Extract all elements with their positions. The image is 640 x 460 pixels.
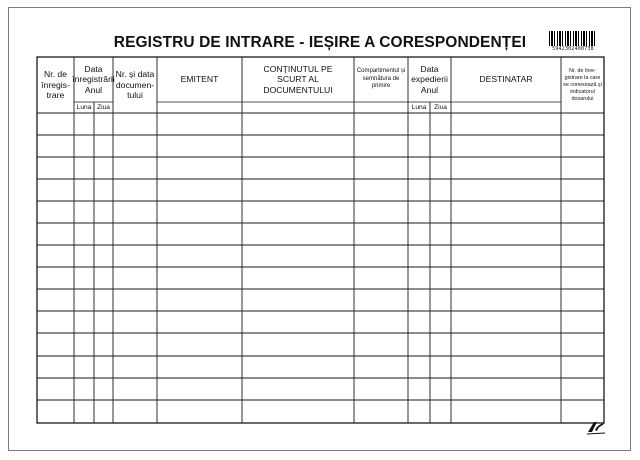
publisher-logo-icon bbox=[585, 418, 607, 436]
subheader-ziua-2: Ziua bbox=[434, 104, 447, 111]
subheader-luna-2: Luna bbox=[411, 104, 427, 111]
barcode-number: 5942302400738 bbox=[552, 46, 594, 52]
page-title: REGISTRU DE INTRARE - IEȘIRE A CORESPONDENȚEI bbox=[113, 34, 527, 51]
header-emitent: EMITENT bbox=[180, 74, 219, 85]
header-compartimentul: Compartimentul și semnătura de primire bbox=[356, 68, 406, 90]
header-nr-inregistrare: Nr. de înregis-trare bbox=[41, 69, 70, 101]
header-destinatar: DESTINATAR bbox=[479, 74, 533, 85]
header-nr-data-documentului: Nr. și data documen-tului bbox=[115, 69, 155, 101]
header-data-expedierii: Data expedierii Anul bbox=[411, 63, 448, 95]
header-nr-conexare: Nr. de înre-gistrare la care se conexează și indicatorul dosarului bbox=[563, 67, 602, 102]
header-data-inregistrarii: Data înregistrării Anul bbox=[72, 63, 115, 95]
header-continutul: CONȚINUTUL PE SCURT AL DOCUMENTULUI bbox=[263, 63, 333, 95]
subheader-ziua-1: Ziua bbox=[97, 104, 110, 111]
subheader-luna-1: Luna bbox=[76, 104, 92, 111]
